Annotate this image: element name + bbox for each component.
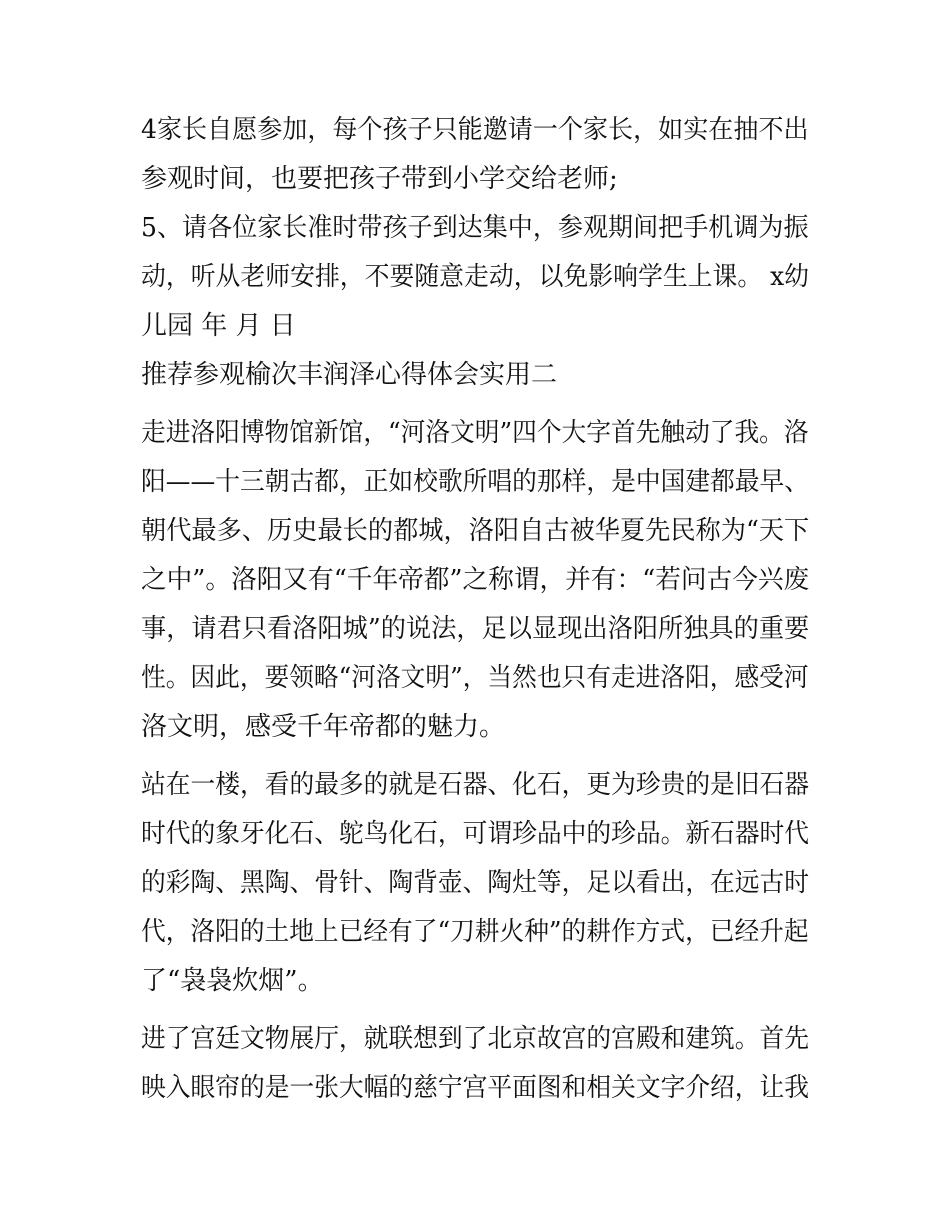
text-line: 进了宫廷文物展厅，就联想到了北京故宫的宫殿和建筑。首先: [141, 1024, 810, 1054]
text-line: 5、请各位家长准时带孩子到达集中，参观期间把手机调为振: [141, 213, 809, 243]
text-line: 站在一楼，看的最多的就是石器、化石，更为珍贵的是旧石器: [141, 770, 810, 800]
text-line: 动，听从老师安排，不要随意走动，以免影响学生上课。 x幼: [141, 262, 809, 292]
text-line: 性。因此，要领略“河洛文明”，当然也只有走进洛阳，感受河: [141, 663, 809, 693]
text-line: 了“袅袅炊烟”。: [141, 966, 324, 996]
text-line: 之中”。洛阳又有“千年帝都”之称谓，并有：“若问古今兴废: [141, 565, 810, 595]
text-line: 参观时间，也要把孩子带到小学交给老师;: [141, 164, 618, 194]
text-line: 的彩陶、黑陶、骨针、陶背壶、陶灶等，足以看出，在远古时: [141, 868, 810, 898]
text-line: 事，请君只看洛阳城”的说法，足以显现出洛阳所独具的重要: [141, 614, 810, 644]
section-heading: 推荐参观榆次丰润泽心得体会实用二: [141, 360, 558, 390]
text-line: 朝代最多、历史最长的都城，洛阳自古被华夏先民称为“天下: [141, 516, 810, 546]
text-line: 代，洛阳的土地上已经有了“刀耕火种”的耕作方式，已经升起: [141, 917, 809, 947]
text-line: 映入眼帘的是一张大幅的慈宁宫平面图和相关文字介绍，让我: [141, 1073, 810, 1103]
text-line: 儿园 年 月 日: [141, 311, 296, 341]
text-line: 走进洛阳博物馆新馆，“河洛文明”四个大字首先触动了我。洛: [141, 418, 809, 448]
text-line: 4家长自愿参加，每个孩子只能邀请一个家长，如实在抽不出: [141, 115, 809, 145]
text-line: 时代的象牙化石、鸵鸟化石，可谓珍品中的珍品。新石器时代: [141, 819, 810, 849]
text-line: 阳——十三朝古都，正如校歌所唱的那样，是中国建都最早、: [141, 467, 810, 497]
text-line: 洛文明，感受千年帝都的魅力。: [141, 712, 506, 742]
